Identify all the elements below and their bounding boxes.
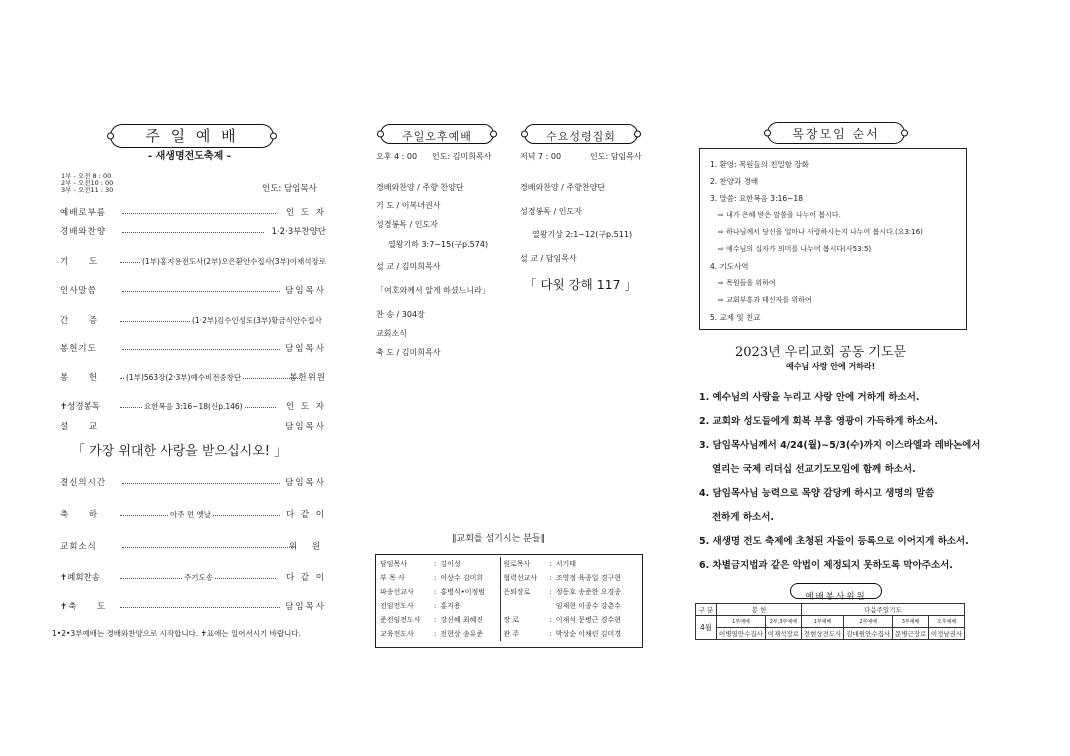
afternoon-item: 교회소식 <box>376 329 407 338</box>
worker-name: 홍지용 <box>438 599 501 613</box>
service-cell: 문병근장로 <box>893 628 929 640</box>
wednesday-item: 열왕기상 2:1~12(구p.511) <box>532 230 633 239</box>
worker-name: 조영정 육종일 경구현 <box>555 574 622 582</box>
order-label: ✝축 도 <box>60 602 107 612</box>
main-leader: 인도: 담임목사 <box>262 184 317 194</box>
cell-item: 1. 환영: 목원들의 친밀함 강화 <box>710 160 809 169</box>
afternoon-item: 열왕기하 3:7~15(구p.574) <box>388 240 489 249</box>
order-label: 축 하 <box>60 510 99 520</box>
service-cell: 이재석장로 <box>765 628 801 640</box>
order-label: 인사말씀 <box>60 286 97 296</box>
order-row <box>60 372 326 384</box>
cell-item: ⇨ 교회부흥과 태신자를 위하여 <box>718 296 812 304</box>
order-row <box>60 421 326 433</box>
service-subheader: 2부,3부예배 <box>765 616 801 628</box>
prayer-line: 전하게 하소서. <box>712 512 774 523</box>
table-row: 담임목사 : 김이성 원로목사 : 서기태 <box>378 557 623 571</box>
order-label: 예배로부름 <box>60 208 107 218</box>
worker-role: 관 주 <box>503 630 520 638</box>
table-row: 준전임전도사 : 강신혜 최혜진 장 로 : 이재석 문병근 경수현 <box>378 613 623 627</box>
wednesday-title: 수요성령집회 <box>546 130 616 143</box>
prayer-title: 2023년 우리교회 공동 기도문 <box>735 345 907 360</box>
workers-title: ∥교회를 섬기시는 분들∥ <box>452 534 545 544</box>
wednesday-title-pill <box>524 124 638 144</box>
prayer-line: 2. 교회와 성도들에게 회복 부흥 영광이 가득하게 하소서. <box>699 416 938 427</box>
cell-item: ⇨ 예수님의 십자가 의미를 나누어 봅시다(사53:5) <box>718 245 872 253</box>
prayer-line: 3. 담임목사님께서 4/24(월)~5/3(수)까지 이스라엘과 레바논에서 <box>699 440 981 451</box>
order-mid: 주기도송 <box>184 573 213 582</box>
order-label: 교회소식 <box>60 542 97 552</box>
worker-role: 은퇴장로 <box>503 588 531 596</box>
worker-role: 원로목사 <box>503 560 531 568</box>
order-label: 경배와찬양 <box>60 227 107 237</box>
table-row: 교육전도사 : 전현상 송유준 관 주 : 박상순 이채린 김미경 <box>378 627 623 641</box>
order-value: 인 도 자 <box>285 208 326 218</box>
order-value: 담임목사 <box>285 344 326 354</box>
afternoon-title-pill <box>380 124 494 144</box>
order-value: 담임목사 <box>285 478 326 488</box>
order-label: 설 교 <box>60 422 99 432</box>
worker-name: 임재현 이종수 강춘수 <box>555 602 622 610</box>
order-mid: 요한복음 3:16~18(신p.146) <box>144 402 243 411</box>
order-value: 인 도 자 <box>285 402 326 412</box>
order-value: 다 같 이 <box>285 510 326 520</box>
order-label: 기 도 <box>60 257 99 267</box>
worker-name: 이상수 김미희 <box>438 571 501 585</box>
service-subheader: 1부예배 <box>801 616 843 628</box>
service-cell: 이병열안수집사 <box>717 628 766 640</box>
worker-name: 홍병식•이정범 <box>438 585 501 599</box>
worship-note: 1•2•3부예배는 경배와찬양으로 시작합니다. ✝표에는 일어서시기 바랍니다. <box>52 629 301 638</box>
cell-item: 5. 교제 및 친교 <box>710 313 761 322</box>
order-row <box>60 509 326 521</box>
afternoon-time: 오후 4 : 00 <box>376 152 418 161</box>
order-row <box>60 226 326 238</box>
worker-role: 파송선교사 <box>380 588 414 596</box>
service-cell: 김대원안수집사 <box>844 628 893 640</box>
worker-role: 부 목 사 <box>380 574 405 582</box>
cell-item: 2. 찬양과 경배 <box>710 177 759 186</box>
order-value: 봉헌위원 <box>289 373 326 383</box>
main-service-subtitle: - 새생명전도축제 - <box>148 151 231 162</box>
afternoon-leader: 인도: 김미희목사 <box>432 152 492 161</box>
worker-name: 정동호 송준한 오경종 <box>555 588 622 596</box>
prayer-line: 4. 담임목사님 능력으로 목양 감당케 하시고 생명의 말씀 <box>699 488 935 499</box>
worker-role: 교육전도사 <box>380 630 414 638</box>
order-value: 담임목사 <box>285 422 326 432</box>
cell-item: 4. 기도사역 <box>710 262 749 271</box>
order-mid: (1부)홍지용전도사(2부)오은환안수집사(3부)이재석장로 <box>142 257 327 266</box>
order-value: 위 원 <box>288 542 326 552</box>
order-mid: (1부)563장(2·3부)예수비전중창단 <box>126 373 242 382</box>
wednesday-sermon: 「 다윗 강해 117 」 <box>524 277 638 292</box>
order-row <box>60 315 326 327</box>
afternoon-title: 주일오후예배 <box>402 130 472 143</box>
worker-role: 담임목사 <box>380 560 408 568</box>
afternoon-item: 찬 송 / 304장 <box>376 310 425 319</box>
worker-name: 박상순 이채린 김미경 <box>555 630 622 638</box>
worker-name: 이재석 문병근 경수현 <box>555 616 622 624</box>
order-label: 봉헌기도 <box>60 344 97 354</box>
wednesday-time: 저녁 7 : 00 <box>520 152 562 161</box>
wednesday-item: 설 교 / 담임목사 <box>520 254 577 263</box>
afternoon-item: 설 교 / 김미희목사 <box>376 262 441 271</box>
service-title-pill <box>790 583 882 602</box>
worker-role: 협력선교사 <box>503 574 538 582</box>
order-mid: (1·2부)김수인성도(3부)황금식안수집사 <box>192 316 322 325</box>
worker-role <box>501 599 548 613</box>
service-header: 구 분 <box>696 604 717 616</box>
cell-box <box>699 148 967 330</box>
main-service-title: 주 일 예 배 <box>145 127 239 145</box>
order-row <box>60 256 326 268</box>
afternoon-item: 경배와찬양 / 주향 찬양단 <box>376 183 464 192</box>
service-month: 4월 <box>696 616 717 640</box>
worker-name: 서기태 <box>555 560 577 568</box>
service-cell: 이정남권사 <box>929 628 965 640</box>
worker-role: 전임전도사 <box>380 602 414 610</box>
service-time-1: 1부 - 오전 8 : 00 <box>61 172 112 180</box>
order-row <box>60 343 326 355</box>
order-row <box>60 541 326 553</box>
order-row <box>60 572 326 584</box>
service-time-2: 2부 - 오전10 : 00 <box>61 179 114 187</box>
service-header: 다음주일기도 <box>801 604 964 616</box>
order-label: 결신의시간 <box>60 478 107 488</box>
prayer-line: 1. 예수님의 사랑을 누리고 사랑 안에 거하게 하소서. <box>699 392 920 403</box>
wednesday-item: 경배와찬양 / 주향찬양단 <box>520 183 606 192</box>
order-value: 담임목사 <box>285 286 326 296</box>
prayer-line: 열리는 국제 리더십 선교기도모임에 함께 하소서. <box>712 464 916 475</box>
order-label: ✝폐회찬송 <box>60 573 100 583</box>
service-subheader: 2부예배 <box>844 616 893 628</box>
order-value: 담임목사 <box>285 602 326 612</box>
main-sermon-title: 「 가장 위대한 사랑을 받으십시오! 」 <box>72 444 288 459</box>
service-time-3: 3부 - 오전11 : 30 <box>61 186 114 194</box>
workers-box <box>375 554 643 648</box>
order-value: 다 같 이 <box>285 573 326 583</box>
service-subheader: 오후예배 <box>929 616 965 628</box>
worker-name: 강신혜 최혜진 <box>438 613 501 627</box>
order-value: 1·2·3부찬양단 <box>271 227 326 237</box>
cell-item: ⇨ 하나님께서 당신을 얼마나 사랑하시는지 나누어 봅시다.(요3:16) <box>718 228 923 236</box>
afternoon-sermon: 「여호와께서 알게 하셨느니라」 <box>376 286 490 295</box>
cell-item: ⇨ 목원들을 위하여 <box>718 279 776 287</box>
service-subheader: 3부예배 <box>893 616 929 628</box>
order-row <box>60 207 326 219</box>
order-row <box>60 401 326 413</box>
cell-item: ⇨ 내가 은혜 받은 말씀을 나누어 봅시다. <box>718 211 841 219</box>
cell-title: 목장모임 순서 <box>792 127 880 141</box>
order-label: 봉 헌 <box>60 373 99 383</box>
order-label: ✝성경봉독 <box>60 402 100 412</box>
afternoon-item: 성경봉독 / 인도자 <box>376 220 438 229</box>
prayer-line: 5. 새생명 전도 축제에 초청된 자들이 등록으로 이어지게 하소서. <box>699 536 969 547</box>
afternoon-item: 축 도 / 김미희목사 <box>376 348 441 357</box>
worker-role: 준전임전도사 <box>380 616 421 624</box>
wednesday-leader: 인도: 담임목사 <box>590 152 642 161</box>
main-service-title-pill <box>110 124 274 148</box>
service-header: 봉 헌 <box>717 604 802 616</box>
service-subheader: 1부예배 <box>717 616 766 628</box>
service-table <box>695 603 965 640</box>
service-title: 예배봉사위원 <box>805 592 867 602</box>
table-row <box>696 616 965 628</box>
wednesday-item: 성경봉독 / 인도자 <box>520 207 582 216</box>
service-cell: 전현상전도사 <box>801 628 843 640</box>
order-mid: 아주 먼 옛날 <box>170 510 211 519</box>
worker-name: 김이성 <box>438 557 501 571</box>
table-row: 부 목 사 : 이상수 김미희 협력선교사 : 조영정 육종일 경구현 <box>378 571 623 585</box>
order-row <box>60 285 326 297</box>
prayer-line: 6. 차별금지법과 같은 악법이 제정되지 못하도록 막아주소서. <box>699 560 953 571</box>
order-label: 간 증 <box>60 316 99 326</box>
table-row <box>696 604 965 616</box>
order-row <box>60 601 326 613</box>
order-row <box>60 477 326 489</box>
cell-item: 3. 말씀: 요한복음 3:16~18 <box>710 194 803 203</box>
table-row <box>696 628 965 640</box>
worker-name: 전현상 송유준 <box>438 627 501 641</box>
cell-title-pill <box>767 122 905 144</box>
table-row: 전임전도사 : 홍지용 임재현 이종수 강춘수 <box>378 599 623 613</box>
prayer-subtitle: 예수님 사랑 안에 거하라! <box>786 362 876 371</box>
worker-role: 장 로 <box>503 616 520 624</box>
table-row: 파송선교사 : 홍병식•이정범 은퇴장로 : 정동호 송준한 오경종 <box>378 585 623 599</box>
afternoon-item: 기 도 / 이복녀권사 <box>376 201 441 210</box>
